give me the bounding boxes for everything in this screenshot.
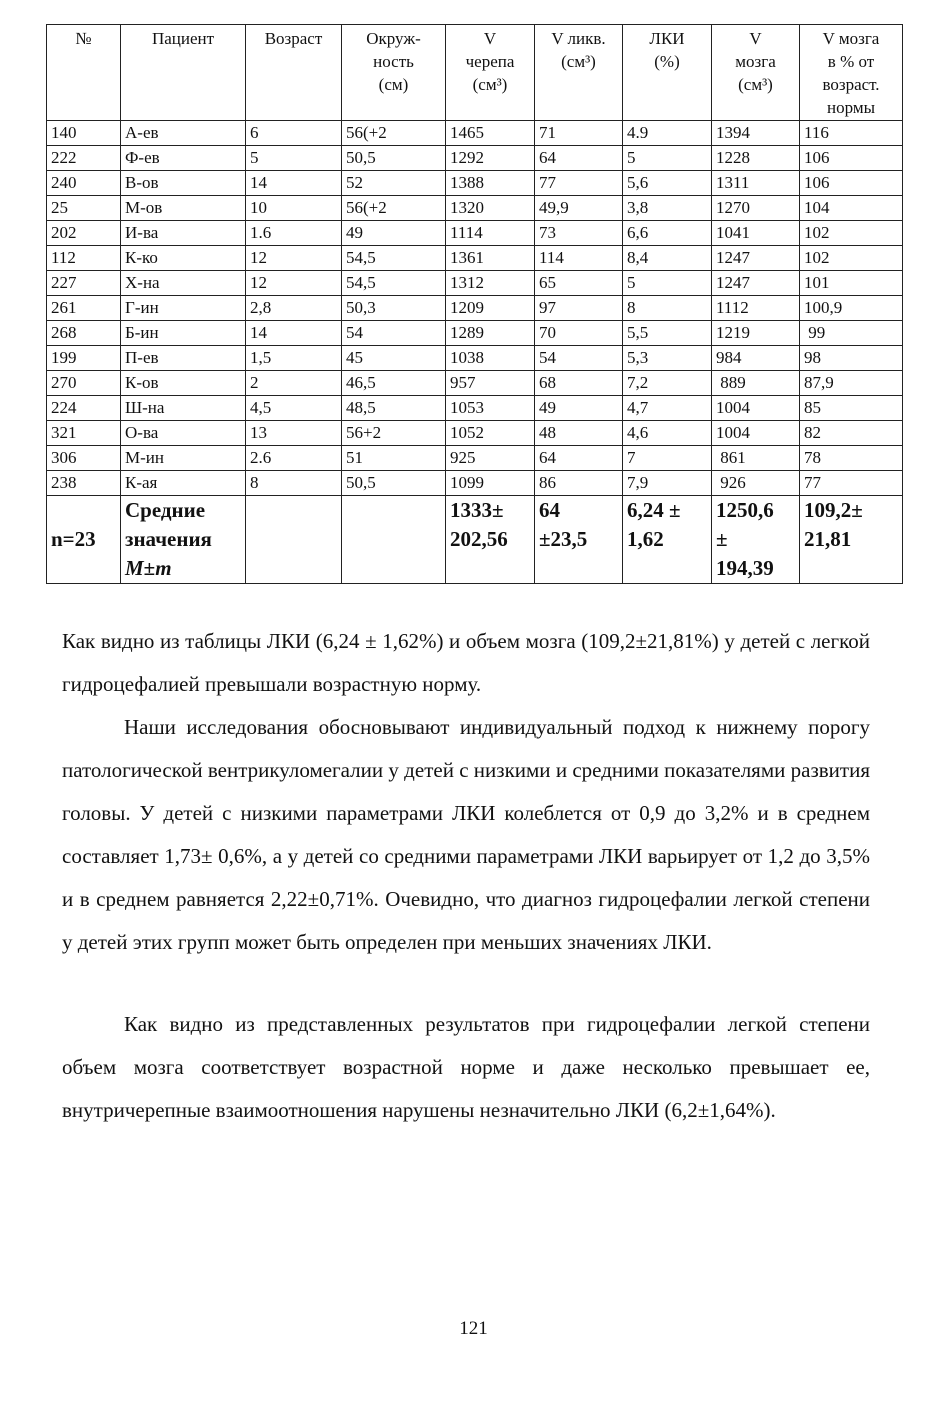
table-cell: 98 <box>800 346 903 371</box>
table-cell: 4,5 <box>246 396 342 421</box>
summary-v-liq-2: ±23,5 <box>539 527 588 551</box>
column-header <box>246 25 342 121</box>
summary-n: n=23 <box>47 496 121 584</box>
table-cell: 73 <box>535 221 623 246</box>
table-cell: 82 <box>800 421 903 446</box>
column-header-line: возраст. <box>822 75 880 94</box>
table-cell: 50,3 <box>342 296 446 321</box>
table-cell: 50,5 <box>342 146 446 171</box>
table-cell: 1394 <box>712 121 800 146</box>
column-header <box>623 25 712 121</box>
table-cell: 1114 <box>446 221 535 246</box>
table-cell: 77 <box>535 171 623 196</box>
table-cell: Х-на <box>121 271 246 296</box>
table-cell: 926 <box>712 471 800 496</box>
table-cell: 984 <box>712 346 800 371</box>
summary-v-brain-pct <box>800 496 903 584</box>
table-cell: 10 <box>246 196 342 221</box>
table-cell: 2.6 <box>246 446 342 471</box>
table-row <box>47 146 903 171</box>
table-cell: 100,9 <box>800 296 903 321</box>
table-cell: М-ин <box>121 446 246 471</box>
table-cell: 13 <box>246 421 342 446</box>
column-header-line: черепа <box>465 52 515 71</box>
table-cell: 99 <box>800 321 903 346</box>
table-cell: 12 <box>246 271 342 296</box>
column-header-line: Пациент <box>151 29 215 48</box>
table-cell: 268 <box>47 321 121 346</box>
table-header-row <box>47 25 903 121</box>
table-cell: 1320 <box>446 196 535 221</box>
summary-lki-2: 1,62 <box>627 527 664 551</box>
column-header <box>446 25 535 121</box>
table-row <box>47 396 903 421</box>
table-cell: 861 <box>712 446 800 471</box>
table-cell: 1289 <box>446 321 535 346</box>
summary-v-liq-1: 64 <box>539 498 560 522</box>
column-header <box>535 25 623 121</box>
summary-lki <box>623 496 712 584</box>
column-header-line: мозга <box>735 52 776 71</box>
table-cell: 261 <box>47 296 121 321</box>
table-cell: 2,8 <box>246 296 342 321</box>
column-header <box>800 25 903 121</box>
summary-label <box>121 496 246 584</box>
table-cell: 54,5 <box>342 246 446 271</box>
table-cell: 1041 <box>712 221 800 246</box>
summary-v-brain-1: 1250,6 <box>716 498 774 522</box>
column-header-line: Окруж- <box>366 29 421 48</box>
table-cell: 46,5 <box>342 371 446 396</box>
table-cell: 1311 <box>712 171 800 196</box>
table-cell: 78 <box>800 446 903 471</box>
table-row <box>47 271 903 296</box>
table-row <box>47 246 903 271</box>
column-header-line: № <box>75 29 92 48</box>
table-cell: А-ев <box>121 121 246 146</box>
table-cell: 97 <box>535 296 623 321</box>
table-cell: 70 <box>535 321 623 346</box>
table-cell: 114 <box>535 246 623 271</box>
table-cell: 1292 <box>446 146 535 171</box>
column-header-line: (%) <box>654 52 680 71</box>
table-cell: 71 <box>535 121 623 146</box>
table-cell: 77 <box>800 471 903 496</box>
paragraph-2: Наши исследования обосновывают индивидуальный подход к нижнему порогу патологической вентрикуломегалии у детей с низкими и средними показателями развития головы. У детей с низкими параметрами ЛКИ колеблется от 0,9 до 3,2% и в среднем составляет 1,73± 0,6%, а у детей со средними параметрами ЛКИ варьирует от 1,2 до 3,5% и в среднем равняется 2,22±0,71%. Очевидно, что диагноз гидроцефалии легкой степени у детей этих групп может быть определен при меньших значениях ЛКИ. <box>62 715 870 954</box>
table-cell: 102 <box>800 221 903 246</box>
table-row <box>47 321 903 346</box>
table-cell: 222 <box>47 146 121 171</box>
column-header <box>121 25 246 121</box>
table-cell: 49 <box>342 221 446 246</box>
table-cell: 102 <box>800 246 903 271</box>
column-header-line: в % от <box>827 52 875 71</box>
summary-age <box>246 496 342 584</box>
column-header-line: ность <box>373 52 414 71</box>
table-cell: 54,5 <box>342 271 446 296</box>
table-cell: 1,5 <box>246 346 342 371</box>
table-row <box>47 121 903 146</box>
table-cell: 54 <box>342 321 446 346</box>
column-header-line: V мозга <box>822 29 880 48</box>
table-cell: 5,3 <box>623 346 712 371</box>
table-cell: 1465 <box>446 121 535 146</box>
summary-v-brain-pct-1: 109,2± <box>804 498 863 522</box>
table-cell: 1004 <box>712 421 800 446</box>
table-cell: 8,4 <box>623 246 712 271</box>
table-cell: 3,8 <box>623 196 712 221</box>
table-cell: 1270 <box>712 196 800 221</box>
patients-table <box>46 24 903 584</box>
table-cell: И-ва <box>121 221 246 246</box>
table-cell: 87,9 <box>800 371 903 396</box>
table-cell: Г-ин <box>121 296 246 321</box>
table-cell: 1.6 <box>246 221 342 246</box>
table-row <box>47 296 903 321</box>
table-cell: 50,5 <box>342 471 446 496</box>
column-header-line: V <box>749 29 762 48</box>
table-cell: 104 <box>800 196 903 221</box>
table-cell: Б-ин <box>121 321 246 346</box>
summary-v-liq <box>535 496 623 584</box>
table-cell: 1052 <box>446 421 535 446</box>
table-cell: 1004 <box>712 396 800 421</box>
table-cell: 49,9 <box>535 196 623 221</box>
table-cell: 1247 <box>712 246 800 271</box>
table-row <box>47 196 903 221</box>
column-header-line: (см³) <box>472 75 508 94</box>
table-cell: 106 <box>800 146 903 171</box>
table-cell: 1388 <box>446 171 535 196</box>
table-cell: К-ая <box>121 471 246 496</box>
paragraph-3: Как видно из представленных результатов при гидроцефалии легкой степени объем мозга соответствует возрастной норме и даже несколько превышает ее, внутричерепные взаимоотношения нарушены незначительно ЛКИ (6,2±1,64%). <box>62 1012 870 1122</box>
table-cell: 25 <box>47 196 121 221</box>
summary-v-skull <box>446 496 535 584</box>
table-cell: 8 <box>623 296 712 321</box>
table-cell: 1099 <box>446 471 535 496</box>
page-number: 121 <box>459 1318 488 1339</box>
column-header-line: Возраст <box>264 29 323 48</box>
table-cell: 65 <box>535 271 623 296</box>
table-cell: 1247 <box>712 271 800 296</box>
table-cell: 101 <box>800 271 903 296</box>
table-cell: 6 <box>246 121 342 146</box>
table-cell: 889 <box>712 371 800 396</box>
table-cell: 112 <box>47 246 121 271</box>
table-cell: 1312 <box>446 271 535 296</box>
table-cell: 49 <box>535 396 623 421</box>
table-cell: 12 <box>246 246 342 271</box>
paragraph-1: Как видно из таблицы ЛКИ (6,24 ± 1,62%) и объем мозга (109,2±21,81%) у детей с легкой гидроцефалией превышали возрастную норму. <box>62 629 870 696</box>
column-header-line: (см³) <box>738 75 773 94</box>
table-cell: К-ов <box>121 371 246 396</box>
table-cell: Ф-ев <box>121 146 246 171</box>
summary-label-line-1: Средние <box>125 498 206 522</box>
column-header <box>712 25 800 121</box>
table-cell: 227 <box>47 271 121 296</box>
table-cell: 1361 <box>446 246 535 271</box>
table-cell: 64 <box>535 146 623 171</box>
table-cell: 5,5 <box>623 321 712 346</box>
table-cell: 64 <box>535 446 623 471</box>
summary-v-brain <box>712 496 800 584</box>
summary-label-mm: M±m <box>125 556 172 580</box>
summary-v-brain-pct-2: 21,81 <box>804 527 852 551</box>
summary-lki-1: 6,24 ± <box>627 498 681 522</box>
table-cell: 957 <box>446 371 535 396</box>
table-cell: 140 <box>47 121 121 146</box>
table-cell: 56(+2 <box>342 121 446 146</box>
table-cell: 14 <box>246 171 342 196</box>
table-cell: 106 <box>800 171 903 196</box>
table-cell: 4.9 <box>623 121 712 146</box>
table-cell: 116 <box>800 121 903 146</box>
table-cell: 4,6 <box>623 421 712 446</box>
table-cell: 1209 <box>446 296 535 321</box>
table-cell: 5 <box>623 146 712 171</box>
summary-row <box>47 496 903 584</box>
table-cell: О-ва <box>121 421 246 446</box>
table-cell: 45 <box>342 346 446 371</box>
table-cell: 321 <box>47 421 121 446</box>
table-row <box>47 171 903 196</box>
table-cell: 1219 <box>712 321 800 346</box>
table-cell: 202 <box>47 221 121 246</box>
table-cell: В-ов <box>121 171 246 196</box>
table-cell: 52 <box>342 171 446 196</box>
table-cell: 224 <box>47 396 121 421</box>
table-cell: 306 <box>47 446 121 471</box>
table-cell: 7,9 <box>623 471 712 496</box>
table-row <box>47 421 903 446</box>
table-row <box>47 471 903 496</box>
table-cell: К-ко <box>121 246 246 271</box>
table-row <box>47 346 903 371</box>
table-cell: 8 <box>246 471 342 496</box>
table-cell: 56+2 <box>342 421 446 446</box>
summary-label-line-2: значения <box>125 527 212 551</box>
table-cell: 48 <box>535 421 623 446</box>
column-header-line: ЛКИ <box>649 29 685 48</box>
table-cell: 238 <box>47 471 121 496</box>
table-cell: 199 <box>47 346 121 371</box>
table-cell: 51 <box>342 446 446 471</box>
table-cell: 1228 <box>712 146 800 171</box>
table-cell: 54 <box>535 346 623 371</box>
table-cell: 68 <box>535 371 623 396</box>
table-row <box>47 371 903 396</box>
table-cell: 5,6 <box>623 171 712 196</box>
table-cell: 7,2 <box>623 371 712 396</box>
column-header-line: (см) <box>378 75 409 94</box>
table-cell: 1038 <box>446 346 535 371</box>
table-cell: 14 <box>246 321 342 346</box>
table-cell: 5 <box>246 146 342 171</box>
column-header-line: V <box>483 29 497 48</box>
summary-v-brain-2: ± <box>716 527 728 551</box>
summary-v-brain-3: 194,39 <box>716 556 774 580</box>
table-row <box>47 221 903 246</box>
table-cell: 1112 <box>712 296 800 321</box>
table-body <box>47 121 903 496</box>
summary-circ <box>342 496 446 584</box>
table-cell: 4,7 <box>623 396 712 421</box>
table-cell: 925 <box>446 446 535 471</box>
table-cell: П-ев <box>121 346 246 371</box>
table-cell: 6,6 <box>623 221 712 246</box>
table-cell: Ш-на <box>121 396 246 421</box>
summary-v-skull-1: 1333± <box>450 498 504 522</box>
table-row <box>47 446 903 471</box>
table-cell: 86 <box>535 471 623 496</box>
table-cell: 5 <box>623 271 712 296</box>
column-header <box>342 25 446 121</box>
table-cell: 240 <box>47 171 121 196</box>
column-header-line: (см³) <box>561 52 596 71</box>
table-cell: 56(+2 <box>342 196 446 221</box>
summary-v-skull-2: 202,56 <box>450 527 508 551</box>
table-cell: 48,5 <box>342 396 446 421</box>
table-cell: 1053 <box>446 396 535 421</box>
column-header-line: V ликв. <box>551 29 606 48</box>
table-cell: 270 <box>47 371 121 396</box>
column-header-line: нормы <box>826 98 876 117</box>
column-header <box>47 25 121 121</box>
table-cell: 2 <box>246 371 342 396</box>
table-cell: 7 <box>623 446 712 471</box>
table-cell: М-ов <box>121 196 246 221</box>
table-cell: 85 <box>800 396 903 421</box>
